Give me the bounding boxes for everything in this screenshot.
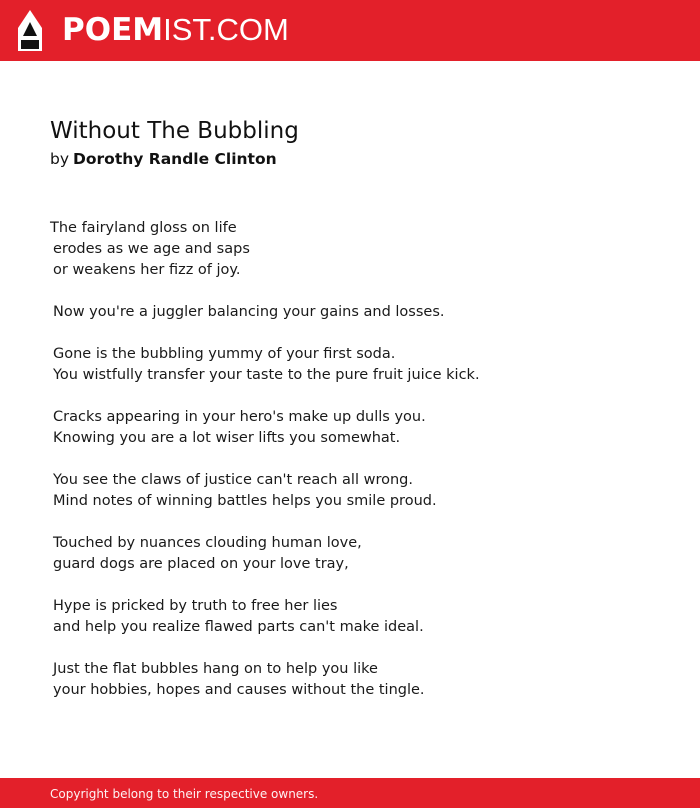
by-label: by <box>50 150 70 168</box>
poem-line: your hobbies, hopes and causes without the tingle. <box>53 682 425 698</box>
pencil-icon[interactable] <box>18 10 42 51</box>
poem-line: or weakens her fizz of joy. <box>53 262 241 278</box>
poem-stanza <box>50 344 670 386</box>
poem-title: Without The Bubbling <box>50 118 299 144</box>
poem-line: The fairyland gloss on life <box>50 220 237 236</box>
stanza-break <box>50 281 670 302</box>
stanza-break <box>50 323 670 344</box>
poem-line: Touched by nuances clouding human love, <box>53 535 362 551</box>
poem-line: erodes as we age and saps <box>53 241 250 257</box>
poem-line: Mind notes of winning battles helps you smile proud. <box>53 493 437 509</box>
poem-line: Just the flat bubbles hang on to help you like <box>53 661 378 677</box>
poem-stanza <box>50 470 670 512</box>
poem-stanza <box>50 533 670 575</box>
poem-stanza <box>50 659 670 701</box>
copyright-text: Copyright belong to their respective owners. <box>50 787 319 801</box>
stanza-break <box>50 386 670 407</box>
poem-line: You see the claws of justice can't reach all wrong. <box>53 472 413 488</box>
stanza-break <box>50 638 670 659</box>
stanza-break <box>50 575 670 596</box>
poem-line: and help you realize flawed parts can't make ideal. <box>53 619 424 635</box>
poem-line: Cracks appearing in your hero's make up dulls you. <box>53 409 426 425</box>
author-name: Dorothy Randle Clinton <box>73 150 277 168</box>
byline <box>50 148 277 170</box>
poem-line: Now you're a juggler balancing your gains and losses. <box>53 304 445 320</box>
poem-line: Gone is the bubbling yummy of your first soda. <box>53 346 396 362</box>
site-logo[interactable] <box>62 12 289 48</box>
poem-line: Knowing you are a lot wiser lifts you somewhat. <box>53 430 401 446</box>
logo-light-text: IST.COM <box>163 12 289 47</box>
site-header <box>0 0 700 61</box>
poem-stanza <box>50 407 670 449</box>
stanza-break <box>50 449 670 470</box>
logo-bold-text: POEM <box>62 12 164 48</box>
site-footer <box>0 778 700 808</box>
poem-body <box>50 218 670 701</box>
stanza-break <box>50 512 670 533</box>
poem-stanza <box>50 302 670 323</box>
poem-line: Hype is pricked by truth to free her lies <box>53 598 338 614</box>
poem-stanza <box>50 596 670 638</box>
poem-line: guard dogs are placed on your love tray, <box>53 556 349 572</box>
poem-line: You wistfully transfer your taste to the pure fruit juice kick. <box>53 367 480 383</box>
poem-stanza <box>50 218 670 281</box>
